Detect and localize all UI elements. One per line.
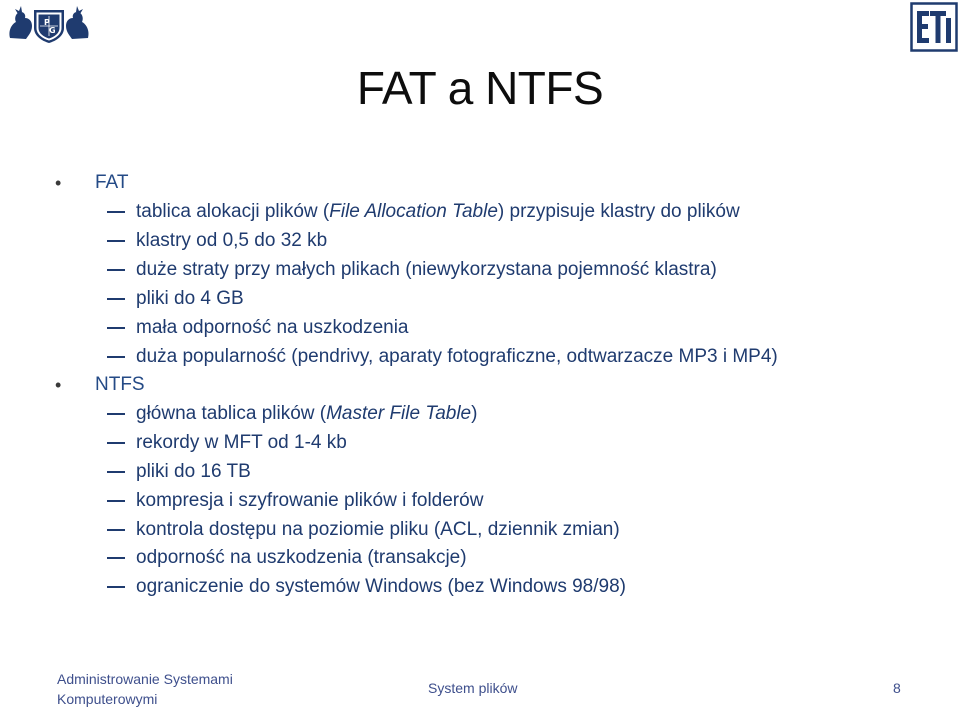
sub-bullet: odporność na uszkodzenia (transakcje)	[136, 546, 467, 570]
sub-bullet: duże straty przy małych plikach (niewykorzystana pojemność klastra)	[136, 258, 717, 282]
bullet-fat	[55, 171, 129, 195]
crest-icon	[6, 4, 92, 44]
bullet-dot-icon: •	[55, 173, 62, 193]
sub-bullet: kompresja i szyfrowanie plików i folderów	[136, 489, 483, 513]
italic-term: Master File Table	[326, 403, 472, 424]
eti-logo-icon	[910, 2, 958, 52]
dash-icon	[107, 298, 125, 300]
dash-icon	[107, 529, 125, 531]
sub-bullet: ograniczenie do systemów Windows (bez Windows 98/98)	[136, 575, 626, 599]
bullet-label: NTFS	[95, 374, 145, 395]
dash-icon	[107, 240, 125, 242]
sub-bullet: mała odporność na uszkodzenia	[136, 316, 409, 340]
sub-bullet: główna tablica plików (Master File Table)	[136, 402, 477, 426]
dash-icon	[107, 211, 125, 213]
sub-bullet: pliki do 16 TB	[136, 460, 251, 484]
dash-icon	[107, 413, 125, 415]
dash-icon	[107, 471, 125, 473]
slide-title: FAT a NTFS	[356, 62, 604, 114]
dash-icon	[107, 327, 125, 329]
sub-bullet: duża popularność (pendrivy, aparaty fotograficzne, odtwarzacze MP3 i MP4)	[136, 345, 778, 369]
footer-course-line2: Komputerowymi	[57, 691, 158, 707]
sub-bullet: kontrola dostępu na poziomie pliku (ACL, dziennik zmian)	[136, 518, 620, 542]
sub-bullet: tablica alokacji plików (File Allocation Table) przypisuje klastry do plików	[136, 200, 740, 224]
footer-course	[57, 669, 233, 709]
page-number: 8	[893, 680, 901, 696]
footer-topic: System plików	[428, 680, 518, 696]
crest-letter-p: P	[44, 18, 50, 27]
sub-bullet: rekordy w MFT od 1-4 kb	[136, 431, 347, 455]
bullet-label: FAT	[95, 172, 129, 193]
dash-icon	[107, 356, 125, 358]
bullet-dot-icon: •	[55, 375, 62, 395]
dash-icon	[107, 269, 125, 271]
italic-term: File Allocation Table	[329, 201, 498, 222]
eti-logo	[910, 2, 958, 52]
dash-icon	[107, 557, 125, 559]
sub-bullet: pliki do 4 GB	[136, 287, 244, 311]
footer-course-line1: Administrowanie Systemami	[57, 671, 233, 687]
dash-icon	[107, 442, 125, 444]
university-crest-logo	[6, 4, 92, 44]
crest-letter-g: G	[49, 26, 56, 35]
dash-icon	[107, 500, 125, 502]
dash-icon	[107, 586, 125, 588]
bullet-ntfs	[55, 373, 145, 397]
sub-bullet: klastry od 0,5 do 32 kb	[136, 229, 327, 253]
